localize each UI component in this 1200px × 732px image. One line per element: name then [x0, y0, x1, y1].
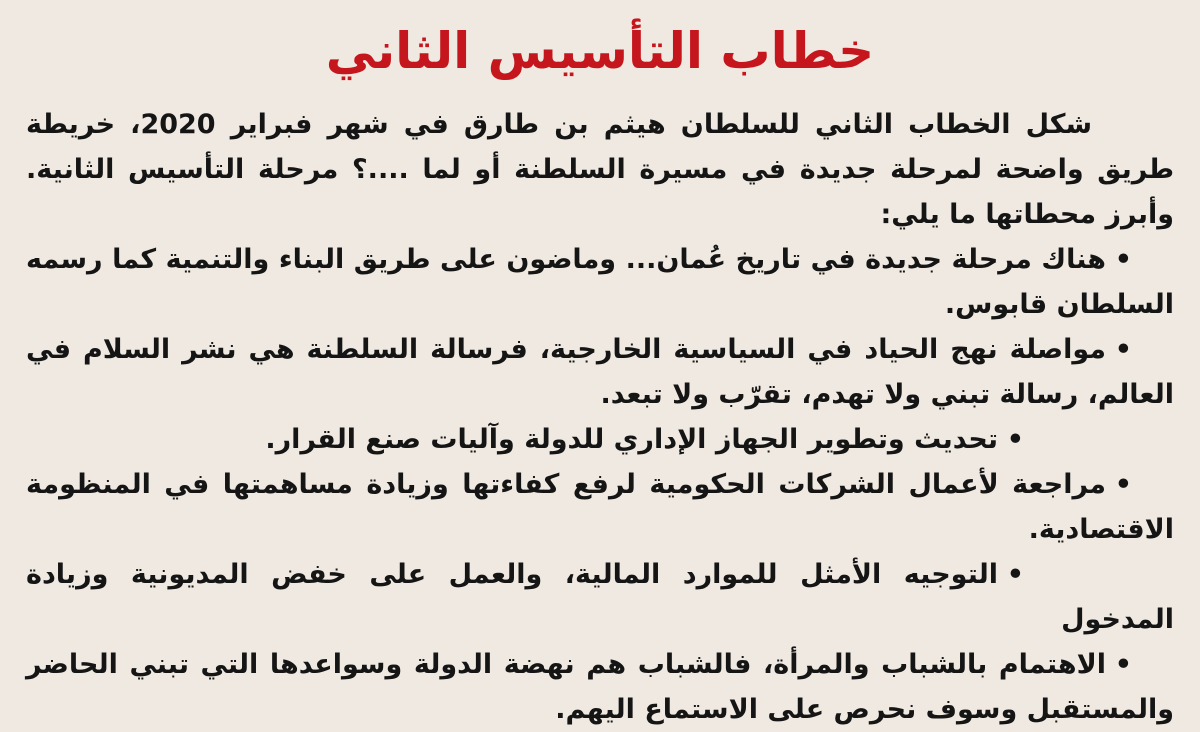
article-title: خطاب التأسيس الثاني [325, 22, 875, 80]
bullet-text-5: التوجيه الأمثل للموارد المالية، والعمل على خفض المديونية وزيادة المدخول [26, 559, 1174, 635]
bullet-item-3 [26, 417, 1174, 462]
bullet-item-4 [26, 462, 1174, 552]
bullet-text-3: تحديث وتطوير الجهاز الإداري للدولة وآليات صنع القرار. [265, 424, 998, 455]
bullet-text-6: الاهتمام بالشباب والمرأة، فالشباب هم نهضة الدولة وسواعدها التي تبني الحاضر والمستقبل وسوف نحرص على الاستماع اليهم. [26, 649, 1174, 725]
bullet-item-5 [26, 552, 1174, 642]
intro-paragraph: شكل الخطاب الثاني للسلطان هيثم بن طارق في شهر فبراير 2020، خريطة طريق واضحة لمرحلة جديدة في مسيرة السلطنة أو لما ....؟ مرحلة التأسيس الثانية. وأبرز محطاتها ما يلي: [26, 109, 1174, 230]
bullet-text-4: مراجعة لأعمال الشركات الحكومية لرفع كفاءتها وزيادة مساهمتها في المنظومة الاقتصادية. [26, 469, 1174, 545]
bullet-marker: • [1114, 649, 1132, 680]
bullet-item-1 [26, 237, 1174, 327]
bullet-text-2: مواصلة نهج الحياد في السياسية الخارجية، فرسالة السلطنة هي نشر السلام في العالم، رسالة تبني ولا تهدم، تقرّب ولا تبعد. [26, 334, 1174, 410]
bullet-item-6 [26, 642, 1174, 732]
bullet-marker: • [1114, 334, 1132, 365]
bullet-marker: • [1006, 424, 1024, 455]
bullet-marker: • [1114, 469, 1132, 500]
bullet-marker: • [1114, 244, 1132, 275]
bullet-marker: • [1006, 559, 1024, 590]
article-body [26, 102, 1174, 732]
bullet-item-2 [26, 327, 1174, 417]
bullet-text-1: هناك مرحلة جديدة في تاريخ عُمان... وماضون على طريق البناء والتنمية كما رسمه السلطان قابوس. [26, 244, 1174, 320]
bullet-list [26, 237, 1174, 732]
